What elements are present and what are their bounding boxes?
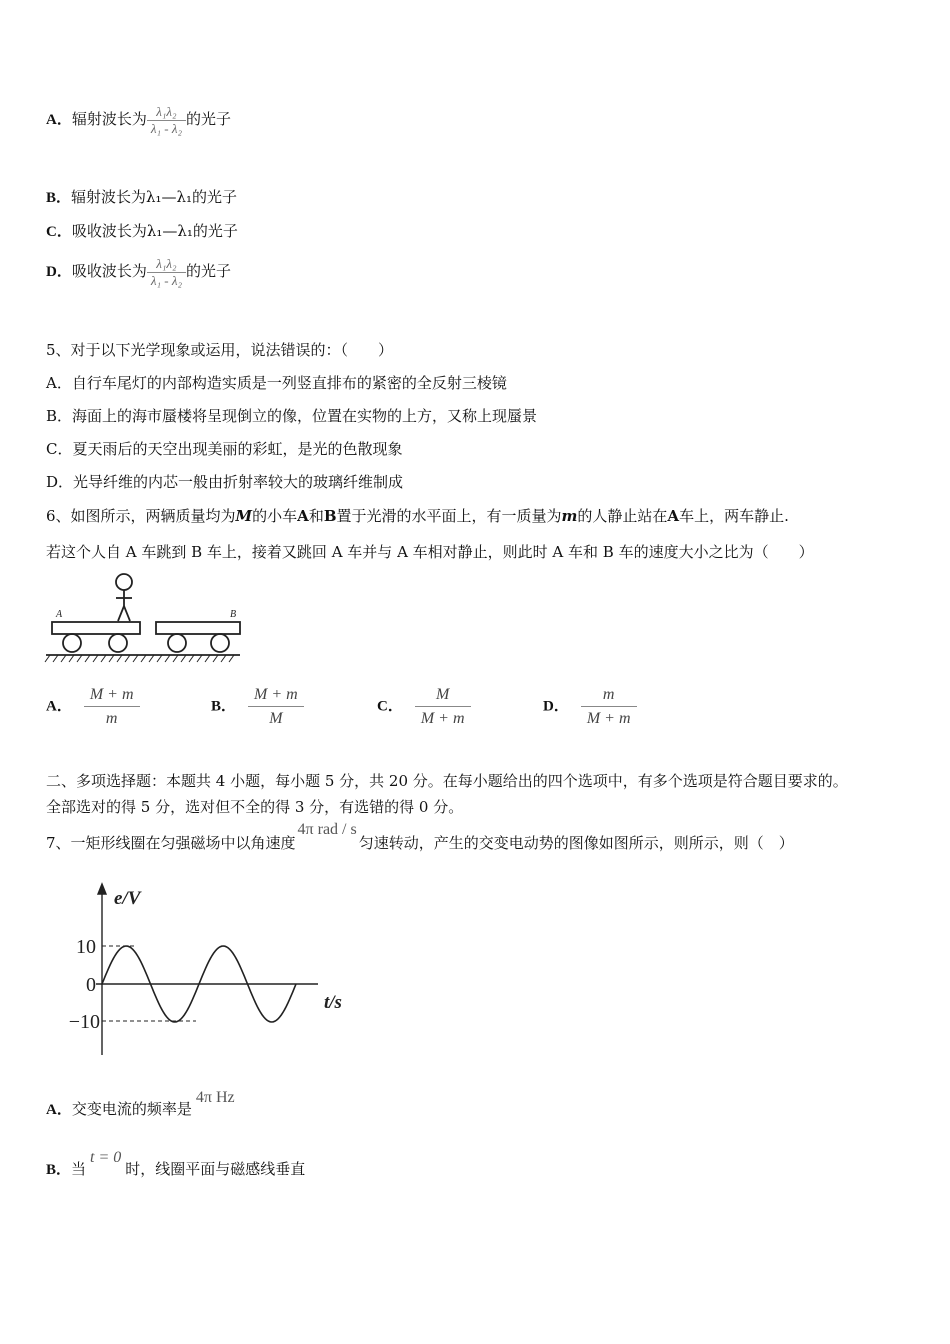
fraction (415, 683, 471, 730)
option-letter: A． (46, 112, 72, 129)
fraction (147, 104, 186, 136)
fraction (248, 683, 304, 730)
option-letter: B． (46, 190, 72, 206)
cart-b-body (156, 622, 240, 634)
label-A: A (297, 507, 309, 525)
option-letter: C． (46, 224, 72, 240)
y-tick-zero: 0 (86, 974, 96, 996)
text: 的小车 (252, 507, 298, 525)
text: 匀速转动，产生的交变电动势的图像如图所示，则所示，则（ ） (358, 834, 794, 852)
option-text: 吸收波长为λ₁—λ₁的光子 (71, 222, 238, 240)
fraction-numerator: M + m (248, 683, 304, 707)
option-letter: A． (46, 698, 72, 715)
y-tick-neg: −10 (68, 1011, 100, 1033)
fraction (581, 683, 637, 730)
text: 车上，两车静止. (679, 507, 789, 525)
q6-stem-line1 (46, 505, 789, 526)
cart-a-wheel (63, 634, 81, 652)
q6-option-b (211, 683, 304, 730)
fraction-numerator: M + m (84, 683, 140, 707)
text: 的人静止站在 (577, 507, 668, 525)
x-axis-label: t/s (324, 992, 342, 1013)
section2-line2: 全部选对的得 5 分，选对但不全的得 3 分，有选错的得 0 分。 (46, 798, 464, 816)
fraction-denominator: λ₁ - λ₂ (150, 120, 182, 136)
option-text: 当 (71, 1160, 87, 1178)
fraction-denominator: M + m (420, 710, 465, 728)
option-text-suffix: 的光子 (186, 262, 232, 281)
fraction-numerator: λ₁λ₂ (147, 104, 186, 121)
time-value: t = 0 (90, 1149, 122, 1166)
q4-option-d (46, 256, 231, 288)
fraction-denominator: λ₁ - λ₂ (150, 272, 182, 288)
option-text: 辐射波长为λ₁—λ₁的光子 (71, 188, 238, 206)
q5-stem: 5、对于以下光学现象或运用，说法错误的：（ ） (46, 341, 394, 359)
cart-a-body (52, 622, 140, 634)
y-axis-label: e/V (114, 888, 141, 909)
q5-option-a: A．自行车尾灯的内部构造实质是一列竖直排布的紧密的全反射三棱镜 (46, 374, 507, 392)
y-axis-arrow (98, 884, 106, 894)
option-text-suffix: 时，线圈平面与磁感线垂直 (125, 1160, 306, 1178)
fraction (84, 683, 140, 730)
q7-option-b (46, 1149, 306, 1179)
q5-option-c: C．夏天雨后的天空出现美丽的彩虹，是光的色散现象 (46, 440, 403, 458)
q6-option-a (46, 683, 140, 730)
option-text-suffix: 的光子 (186, 110, 232, 129)
q4-option-c (46, 220, 238, 241)
option-letter: D． (46, 264, 72, 281)
q6-stem-line2: 若这个人自 A 车跳到 B 车上，接着又跳回 A 车并与 A 车相对静止，则此时 A 车和 B 车的速度大小之比为（ ） (46, 543, 814, 561)
option-text: 吸收波长为 (71, 262, 147, 281)
fraction-numerator: m (581, 683, 637, 707)
label-B: B (323, 507, 337, 525)
option-letter: D． (543, 698, 569, 715)
option-letter: A． (46, 1102, 72, 1118)
q7-stem (46, 821, 794, 853)
q6-cart-figure (44, 570, 244, 665)
option-letter: B． (211, 698, 237, 715)
text: 7、一矩形线圈在匀强磁场中以角速度 (46, 834, 296, 852)
q6-option-c (377, 683, 471, 730)
text: 6、如图所示，两辆质量均为 (46, 507, 236, 525)
q6-option-d (543, 683, 637, 730)
fraction-denominator: M + m (586, 710, 631, 728)
frequency-value: 4π Hz (195, 1089, 235, 1106)
option-text: 辐射波长为 (71, 110, 147, 129)
q7-emf-graph (56, 880, 356, 1060)
y-tick-pos: 10 (76, 936, 96, 958)
var-m: m (561, 507, 578, 525)
cart-b-label: B (230, 609, 237, 620)
fraction-denominator: m (105, 710, 118, 728)
section2-line1: 二、多项选择题：本题共 4 小题，每小题 5 分，共 20 分。在每小题给出的四个选项中，有多个选项是符合题目要求的。 (46, 772, 848, 790)
q5-option-d: D．光导纤维的内芯一般由折射率较大的玻璃纤维制成 (46, 473, 404, 491)
fraction-numerator: λ₁λ₂ (147, 256, 186, 273)
omega-value: 4π rad / s (297, 821, 357, 838)
fraction (147, 256, 186, 288)
cart-a-label: A (56, 609, 63, 620)
q7-option-a (46, 1089, 235, 1119)
cart-b-wheel (168, 634, 186, 652)
q4-option-a (46, 104, 231, 136)
q4-option-b (46, 186, 237, 207)
fraction-denominator: M (269, 710, 283, 728)
option-text: 交变电流的频率是 (71, 1100, 192, 1118)
option-letter: B． (46, 1162, 72, 1178)
text: 和 (308, 507, 324, 525)
option-letter: C． (377, 698, 403, 715)
person-icon (116, 574, 132, 621)
text: 置于光滑的水平面上，有一质量为 (336, 507, 562, 525)
cart-b-wheel (211, 634, 229, 652)
fraction-numerator: M (415, 683, 471, 707)
ground-hatch (45, 655, 234, 662)
cart-a-wheel (109, 634, 127, 652)
q5-option-b: B．海面上的海市蜃楼将呈现倒立的像，位置在实物的上方，又称上现蜃景 (46, 407, 538, 425)
label-A: A (667, 507, 680, 525)
var-M: M (235, 507, 253, 525)
